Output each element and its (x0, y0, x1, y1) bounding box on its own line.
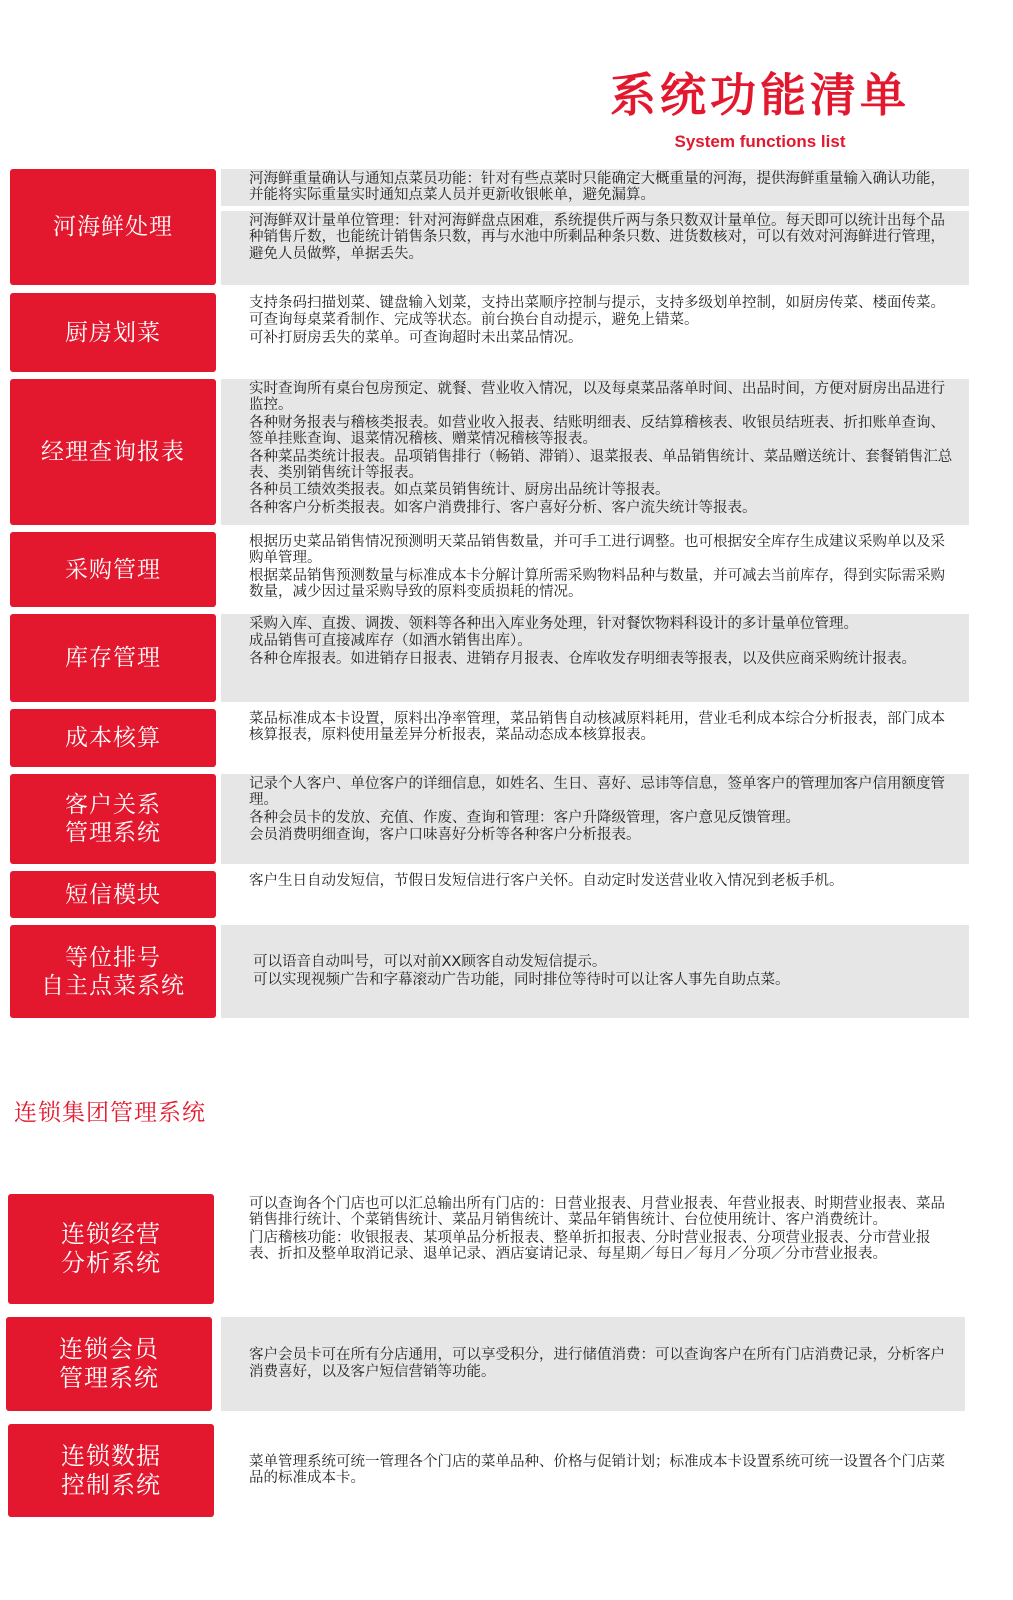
description-line: 各种员工绩效类报表。如点菜员销售统计、厨房出品统计等报表。 (249, 482, 670, 499)
label-line: 管理系统 (65, 820, 161, 846)
module-label: 短信模块 (10, 871, 216, 918)
label-line: 连锁经营 (61, 1220, 161, 1248)
module-description (221, 709, 969, 767)
module-label: 经理查询报表 (10, 379, 216, 525)
label-line: 连锁会员 (59, 1335, 159, 1363)
module-chain-data-control (0, 1424, 1013, 1517)
module-crm (0, 774, 1013, 864)
description-line: 支持条码扫描划菜、键盘输入划菜，支持出菜顺序控制与提示，支持多级划单控制，如厨房传菜、楼面传菜。 (249, 295, 945, 311)
module-label: 库存管理 (10, 614, 216, 702)
module-manager-reports (0, 379, 1013, 525)
module-label (6, 1317, 212, 1411)
description-line: 河海鲜双计量单位管理：针对河海鲜盘点困难，系统提供斤两与条只数双计量单位。每天即可以统计出每个品种销售斤数，也能统计销售条只数，再与水池中所剩品种条只数、进货数核对，可以有效对河海鲜进行管理，避免人员做弊，单据丢失。 (249, 212, 945, 262)
page-title: 系统功能清单 (610, 68, 910, 122)
module-description (221, 871, 969, 918)
module-label (8, 1194, 214, 1304)
label-line: 管理系统 (59, 1364, 159, 1392)
description-line: 河海鲜重量确认与通知点菜员功能：针对有些点菜时只能确定大概重量的河海，提供海鲜重量输入确认功能，并能将实际重量实时通知点菜人员并更新收银帐单，避免漏算。 (249, 171, 945, 204)
description-line: 采购入库、直拨、调拨、领料等各种出入库业务处理，针对餐饮物料科设计的多计量单位管理。 (249, 616, 858, 632)
description-line: 根据历史菜品销售情况预测明天菜品销售数量，并可手工进行调整。也可根据安全库存生成建议采购单以及采购单管理。 (249, 534, 945, 567)
description-line: 可查询每桌菜肴制作、完成等状态。前台换台自动提示，避免上错菜。 (249, 312, 699, 329)
description-line: 各种客户分析类报表。如客户消费排行、客户喜好分析、客户流失统计等报表。 (249, 499, 757, 516)
module-description (221, 532, 969, 607)
description-line: 记录个人客户、单位客户的详细信息，如姓名、生日、喜好、忌讳等信息，签单客户的管理加客户信用额度管理。 (249, 776, 945, 809)
module-label (8, 1424, 214, 1517)
description-line: 可以语音自动叫号，可以对前XX顾客自动发短信提示。 (253, 954, 607, 971)
description-line: 各种菜品类统计报表。品项销售排行（畅销、滞销）、退菜报表、单品销售统计、菜品赠送统计、套餐销售汇总表、类别销售统计等报表。 (249, 448, 953, 482)
module-kitchen (0, 293, 1013, 372)
module-description (221, 1194, 965, 1304)
label-line: 控制系统 (61, 1470, 161, 1499)
page-subtitle: System functions list (674, 132, 846, 151)
description-line: 各种仓库报表。如进销存日报表、进销存月报表、仓库收发存明细表等报表，以及供应商采购统计报表。 (249, 650, 916, 667)
module-label (10, 925, 216, 1018)
description-line: 可以实现视频广告和字幕滚动广告功能，同时排位等待时可以让客人事先自助点菜。 (253, 971, 790, 988)
description-line: 菜品标准成本卡设置，原料出净率管理，菜品销售自动核减原料耗用，营业毛利成本综合分析报表，部门成本核算报表，原料使用量差异分析报表，菜品动态成本核算报表。 (249, 711, 945, 744)
module-label: 厨房划菜 (10, 293, 216, 372)
module-inventory (0, 614, 1013, 702)
description-line: 可补打厨房丢失的菜单。可查询超时未出菜品情况。 (249, 329, 583, 346)
description-line: 门店稽核功能：收银报表、某项单品分析报表、整单折扣报表、分时营业报表、分项营业报表、分市营业报表、折扣及整单取消记录、退单记录、酒店宴请记录、每星期／每日／每月／分项／分市营业报表。 (249, 1229, 931, 1263)
label-line: 自主点菜系统 (41, 972, 185, 999)
module-description (221, 293, 969, 372)
module-description (221, 169, 969, 285)
module-description (221, 614, 969, 702)
description-line: 可以查询各个门店也可以汇总输出所有门店的：日营业报表、月营业报表、年营业报表、时期营业报表、菜品销售排行统计、个菜销售统计、菜品月销售统计、菜品年销售统计、台位使用统计、客户消费统计。 (249, 1196, 945, 1229)
description-line: 各种会员卡的发放、充值、作废、查询和管理：客户升降级管理，客户意见反馈管理。 (249, 809, 800, 826)
module-label: 河海鲜处理 (10, 169, 216, 285)
module-description (221, 1424, 965, 1517)
description-line: 实时查询所有桌台包房预定、就餐、营业收入情况，以及每桌菜品落单时间、出品时间，方便对厨房出品进行监控。 (249, 381, 945, 414)
description-line: 成品销售可直接减库存（如酒水销售出库）。 (249, 633, 532, 650)
module-description (221, 379, 969, 525)
description-line: 菜单管理系统可统一管理各个门店的菜单品种、价格与促销计划；标准成本卡设置系统可统一设置各个门店菜品的标准成本卡。 (249, 1453, 945, 1486)
module-label: 成本核算 (10, 709, 216, 767)
description-line: 各种财务报表与稽核类报表。如营业收入报表、结账明细表、反结算稽核表、收银员结班表、折扣账单查询、签单挂账查询、退菜情况稽核、赠菜情况稽核等报表。 (249, 414, 945, 448)
label-line: 等位排号 (65, 944, 161, 971)
module-description (221, 1317, 965, 1411)
module-sms (0, 871, 1013, 918)
description-line: 客户会员卡可在所有分店通用，可以享受积分，进行储值消费：可以查询客户在所有门店消费记录，分析客户消费喜好，以及客户短信营销等功能。 (249, 1347, 945, 1380)
module-queue (0, 925, 1013, 1018)
module-seafood (0, 169, 1013, 285)
module-description (221, 774, 969, 864)
description-line: 根据菜品销售预测数量与标准成本卡分解计算所需采购物料品种与数量，并可减去当前库存，得到实际需采购数量，减少因过量采购导致的原料变质损耗的情况。 (249, 567, 945, 601)
section-title: 连锁集团管理系统 (14, 1100, 206, 1126)
label-line: 客户关系 (65, 792, 161, 818)
module-purchasing (0, 532, 1013, 607)
module-chain-membership (0, 1317, 1013, 1411)
module-chain-analysis (0, 1194, 1013, 1304)
module-label (10, 774, 216, 864)
module-label: 采购管理 (10, 532, 216, 607)
divider (221, 206, 969, 211)
label-line: 连锁数据 (61, 1441, 161, 1470)
description-line: 客户生日自动发短信，节假日发短信进行客户关怀。自动定时发送营业收入情况到老板手机。 (249, 873, 844, 889)
module-costing (0, 709, 1013, 767)
module-description (221, 925, 969, 1018)
label-line: 分析系统 (61, 1249, 161, 1277)
description-line: 会员消费明细查询，客户口味喜好分析等各种客户分析报表。 (249, 827, 641, 844)
